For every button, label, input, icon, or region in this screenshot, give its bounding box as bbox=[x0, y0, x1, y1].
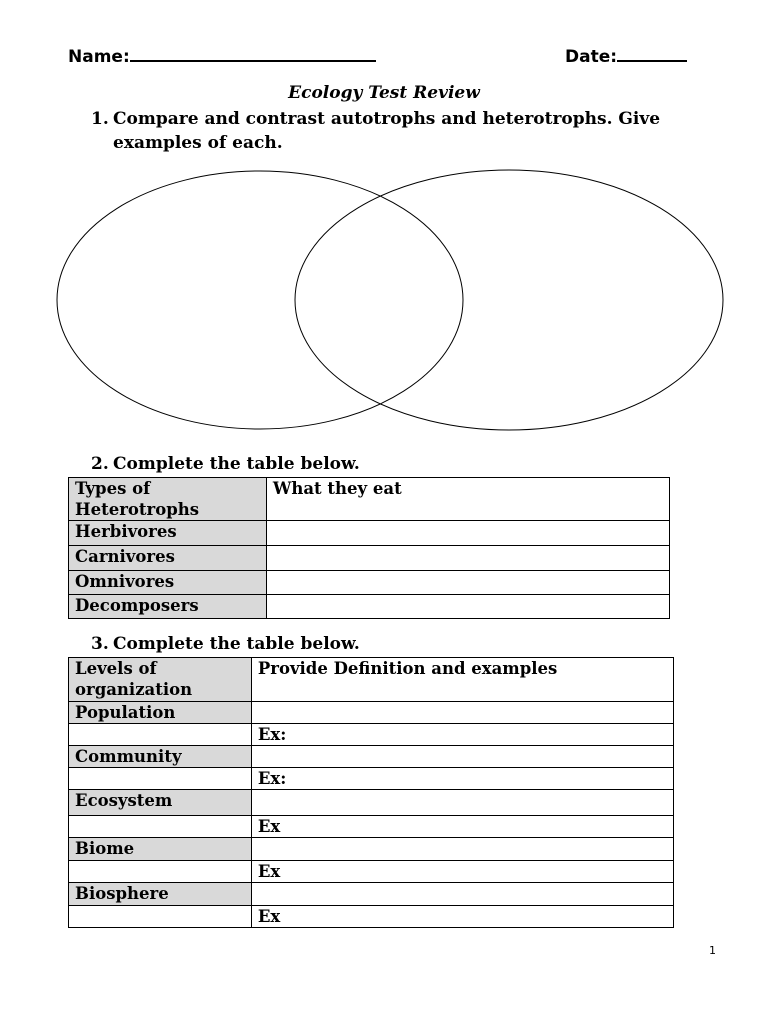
question-2-number: 2. bbox=[91, 454, 109, 474]
level-label-community: Community bbox=[69, 746, 252, 768]
header-line-1: Levels of bbox=[75, 659, 157, 678]
table-row bbox=[69, 571, 670, 595]
date-field bbox=[565, 46, 687, 67]
definition-cell[interactable] bbox=[251, 702, 673, 724]
question-1-line-2: examples of each. bbox=[113, 133, 283, 153]
definition-cell[interactable] bbox=[251, 790, 673, 816]
answer-cell[interactable] bbox=[266, 571, 669, 595]
venn-diagram bbox=[0, 160, 768, 440]
venn-left-circle[interactable] bbox=[57, 171, 463, 429]
answer-cell[interactable] bbox=[266, 521, 669, 546]
header-types-of-heterotrophs bbox=[69, 478, 267, 521]
row-label-omnivores: Omnivores bbox=[69, 571, 267, 595]
levels-of-organization-table bbox=[68, 657, 674, 928]
row-label-decomposers: Decomposers bbox=[69, 595, 267, 619]
table-row bbox=[69, 861, 674, 883]
question-3 bbox=[91, 632, 491, 656]
heterotrophs-table bbox=[68, 477, 670, 619]
answer-cell[interactable] bbox=[266, 546, 669, 571]
level-label-biome: Biome bbox=[69, 838, 252, 861]
table-header-row bbox=[69, 658, 674, 702]
level-label-ecosystem: Ecosystem bbox=[69, 790, 252, 816]
name-field bbox=[68, 46, 376, 67]
table-row bbox=[69, 595, 670, 619]
question-2 bbox=[91, 452, 491, 476]
table-header-row bbox=[69, 478, 670, 521]
table-row bbox=[69, 838, 674, 861]
example-cell[interactable]: Ex: bbox=[251, 768, 673, 790]
table-row bbox=[69, 724, 674, 746]
empty-cell bbox=[69, 724, 252, 746]
question-1-line-1: Compare and contrast autotrophs and heterotrophs. Give bbox=[113, 109, 661, 129]
answer-cell[interactable] bbox=[266, 595, 669, 619]
table-row bbox=[69, 768, 674, 790]
definition-cell[interactable] bbox=[251, 883, 673, 906]
table-row bbox=[69, 702, 674, 724]
header-line-2: organization bbox=[75, 680, 193, 699]
question-3-text: Complete the table below. bbox=[113, 634, 360, 654]
page-number: 1 bbox=[709, 944, 716, 957]
header-line-1: Types of bbox=[75, 479, 151, 498]
table-row bbox=[69, 906, 674, 928]
definition-cell[interactable] bbox=[251, 746, 673, 768]
empty-cell bbox=[69, 906, 252, 928]
table-row bbox=[69, 521, 670, 546]
example-cell[interactable]: Ex: bbox=[251, 724, 673, 746]
question-1 bbox=[91, 107, 711, 157]
question-1-number: 1. bbox=[91, 109, 109, 129]
date-label: Date: bbox=[565, 47, 618, 67]
name-label: Name: bbox=[68, 47, 130, 67]
empty-cell bbox=[69, 861, 252, 883]
example-cell[interactable]: Ex bbox=[251, 816, 673, 838]
question-2-text: Complete the table below. bbox=[113, 454, 360, 474]
level-label-biosphere: Biosphere bbox=[69, 883, 252, 906]
table-row bbox=[69, 746, 674, 768]
date-blank-line[interactable] bbox=[617, 46, 687, 62]
question-3-number: 3. bbox=[91, 634, 109, 654]
table-row bbox=[69, 546, 670, 571]
empty-cell bbox=[69, 768, 252, 790]
header-what-they-eat: What they eat bbox=[266, 478, 669, 521]
table-row bbox=[69, 816, 674, 838]
page-title: Ecology Test Review bbox=[288, 83, 480, 103]
example-cell[interactable]: Ex bbox=[251, 906, 673, 928]
header-line-2: Heterotrophs bbox=[75, 500, 200, 519]
definition-cell[interactable] bbox=[251, 838, 673, 861]
example-cell[interactable]: Ex bbox=[251, 861, 673, 883]
header-levels-of-organization bbox=[69, 658, 252, 702]
row-label-carnivores: Carnivores bbox=[69, 546, 267, 571]
empty-cell bbox=[69, 816, 252, 838]
row-label-herbivores: Herbivores bbox=[69, 521, 267, 546]
header-definition-examples: Provide Definition and examples bbox=[251, 658, 673, 702]
venn-right-circle[interactable] bbox=[295, 170, 723, 430]
table-row bbox=[69, 883, 674, 906]
table-row bbox=[69, 790, 674, 816]
level-label-population: Population bbox=[69, 702, 252, 724]
name-blank-line[interactable] bbox=[130, 46, 376, 62]
